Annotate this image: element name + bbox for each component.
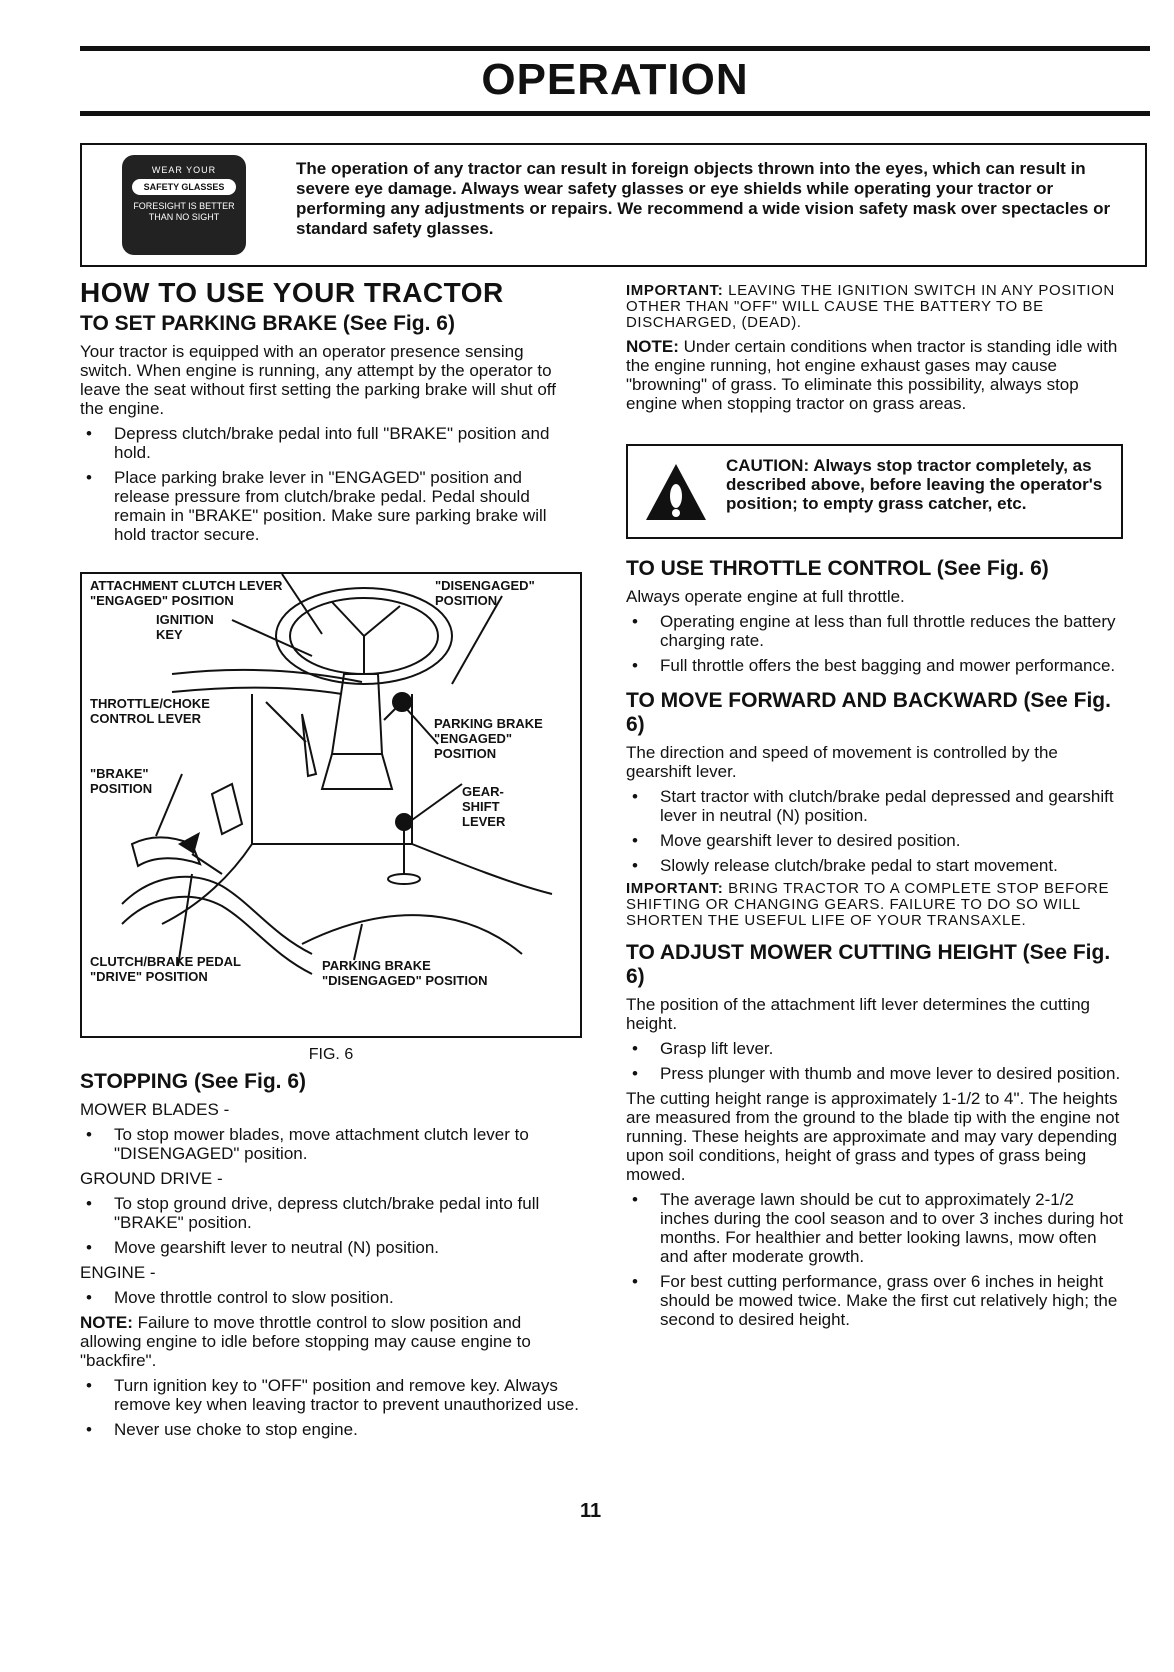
- label-parking-brake-engaged: PARKING BRAKE "ENGAGED" POSITION: [434, 716, 543, 761]
- logo-line-3: FORESIGHT IS BETTER THAN NO SIGHT: [133, 201, 235, 222]
- list-item: • Turn ignition key to "OFF" position and remove key. Always remove key when leaving tractor to prevent unauthorized use.: [80, 1376, 580, 1414]
- list-item: • Move gearshift lever to neutral (N) position.: [80, 1238, 580, 1257]
- left-column-top: [80, 277, 580, 550]
- safety-warning-box: [80, 143, 1147, 267]
- left-column-bottom: [80, 1070, 580, 1445]
- label-throttle-choke: THROTTLE/CHOKE CONTROL LEVER: [90, 696, 210, 726]
- adjust-intro: The position of the attachment lift lever determines the cutting height.: [626, 995, 1090, 1033]
- warning-triangle-icon: [644, 460, 708, 524]
- note-text: Failure to move throttle control to slow position and allowing engine to idle before stopping may cause engine to "backfire".: [80, 1313, 531, 1370]
- list-item: • Full throttle offers the best bagging and mower performance.: [626, 656, 1124, 675]
- adjust-title: TO ADJUST MOWER CUTTING HEIGHT (See Fig. 6): [626, 941, 1111, 988]
- important-stop: [626, 881, 1124, 929]
- list-item: • Press plunger with thumb and move lever to desired position.: [626, 1064, 1124, 1083]
- important-ignition: [626, 283, 1124, 331]
- label-clutch-brake-pedal: CLUTCH/BRAKE PEDAL "DRIVE" POSITION: [90, 954, 241, 984]
- list-item: • Move throttle control to slow position.: [80, 1288, 580, 1307]
- label-ignition-key: IGNITION KEY: [156, 612, 214, 642]
- list-item: • Place parking brake lever in "ENGAGED" position and release pressure from clutch/brake pedal. Pedal should remain in "BRAKE" position. Make sure parking brake will hold tractor secure.: [80, 468, 580, 544]
- note-label: NOTE:: [626, 337, 679, 356]
- logo-line-1: WEAR YOUR: [151, 165, 217, 175]
- section-heading: HOW TO USE YOUR TRACTOR: [80, 277, 504, 308]
- list-item: • Start tractor with clutch/brake pedal depressed and gearshift lever in neutral (N) position.: [626, 787, 1124, 825]
- header-bottom-rule: [80, 111, 1150, 116]
- important-label: IMPORTANT:: [626, 880, 724, 897]
- move-intro: The direction and speed of movement is controlled by the gearshift lever.: [626, 743, 1058, 781]
- list-item: • To stop mower blades, move attachment clutch lever to "DISENGAGED" position.: [80, 1125, 580, 1163]
- label-attachment-clutch: ATTACHMENT CLUTCH LEVER "ENGAGED" POSITION: [90, 578, 283, 608]
- right-column-top: [626, 283, 1124, 419]
- engine-label: ENGINE -: [80, 1263, 156, 1282]
- safety-warning-text: The operation of any tractor can result in foreign objects thrown into the eyes, which can result in severe eye damage. Always wear safety glasses or eye shields while operating your tractor or performing any adjustments or repairs. We recommend a wide vision safety mask over spectacles or standard safety glasses.: [296, 159, 1111, 238]
- list-item: • Slowly release clutch/brake pedal to start movement.: [626, 856, 1124, 875]
- browning-note: [626, 337, 1124, 413]
- safety-glasses-logo: [122, 155, 246, 255]
- list-item: • Grasp lift lever.: [626, 1039, 1124, 1058]
- list-item: • To stop ground drive, depress clutch/brake pedal into full "BRAKE" position.: [80, 1194, 580, 1232]
- parking-brake-title: TO SET PARKING BRAKE (See Fig. 6): [80, 312, 455, 335]
- right-column-bottom: [626, 557, 1124, 1335]
- logo-line-2: SAFETY GLASSES: [132, 179, 237, 195]
- label-disengaged-position: "DISENGAGED" POSITION: [435, 578, 535, 608]
- figure-6: [80, 572, 582, 1038]
- note-text: Under certain conditions when tractor is standing idle with the engine running, hot engine exhaust gases may cause "browning" of grass. To eliminate this possibility, always stop engine when stopping tractor on grass areas.: [626, 337, 1118, 413]
- figure-caption: FIG. 6: [308, 1046, 354, 1063]
- ground-drive-label: GROUND DRIVE -: [80, 1169, 223, 1188]
- header-top-rule: [80, 46, 1150, 51]
- caution-text: CAUTION: Always stop tractor completely, as described above, before leaving the operator's position; to empty grass catcher, etc.: [726, 456, 1103, 513]
- note-label: NOTE:: [80, 1313, 133, 1332]
- list-item: • Move gearshift lever to desired position.: [626, 831, 1124, 850]
- page-title: OPERATION: [481, 55, 749, 104]
- label-brake-position: "BRAKE" POSITION: [90, 766, 153, 796]
- important-text: BRING TRACTOR TO A COMPLETE STOP BEFORE SHIFTING OR CHANGING GEARS. FAILURE TO DO SO WILL SHORTEN THE USEFUL LIFE OF YOUR TRANSAXLE.: [626, 880, 1110, 929]
- caution-box: [626, 444, 1123, 539]
- mower-blades-label: MOWER BLADES -: [80, 1100, 230, 1119]
- list-item: • Never use choke to stop engine.: [80, 1420, 580, 1439]
- page-number: 11: [580, 1500, 602, 1522]
- parking-brake-intro: Your tractor is equipped with an operator presence sensing switch. When engine is running, any attempt by the operator to leave the seat without first setting the parking brake will shut off the engine.: [80, 342, 556, 418]
- throttle-title: TO USE THROTTLE CONTROL (See Fig. 6): [626, 557, 1049, 580]
- label-gearshift-lever: GEAR-SHIFT LEVER: [462, 784, 506, 829]
- important-label: IMPORTANT:: [626, 282, 724, 299]
- important-text: LEAVING THE IGNITION SWITCH IN ANY POSITION OTHER THAN "OFF" WILL CAUSE THE BATTERY TO BE DISCHARGED, (DEAD).: [626, 282, 1115, 331]
- label-parking-brake-disengaged: PARKING BRAKE "DISENGAGED" POSITION: [322, 958, 488, 988]
- list-item: • The average lawn should be cut to approximately 2-1/2 inches during the cool season and to over 3 inches during hot months. For healthier and better looking lawns, mow often and after moderate growth.: [626, 1190, 1124, 1266]
- stopping-note: [80, 1313, 580, 1370]
- list-item: • Depress clutch/brake pedal into full "BRAKE" position and hold.: [80, 424, 580, 462]
- cutting-height-paragraph: The cutting height range is approximately 1-1/2 to 4". The heights are measured from the ground to the blade tip with the engine not running. These heights are approximate and may vary depending upon soil conditions, height of grass and types of grass being mowed.: [626, 1089, 1120, 1184]
- move-title: TO MOVE FORWARD AND BACKWARD (See Fig. 6): [626, 689, 1111, 736]
- stopping-title: STOPPING (See Fig. 6): [80, 1070, 306, 1093]
- list-item: • Operating engine at less than full throttle reduces the battery charging rate.: [626, 612, 1124, 650]
- throttle-intro: Always operate engine at full throttle.: [626, 587, 905, 606]
- list-item: • For best cutting performance, grass over 6 inches in height should be mowed twice. Make the first cut relatively high; the second to desired height.: [626, 1272, 1124, 1329]
